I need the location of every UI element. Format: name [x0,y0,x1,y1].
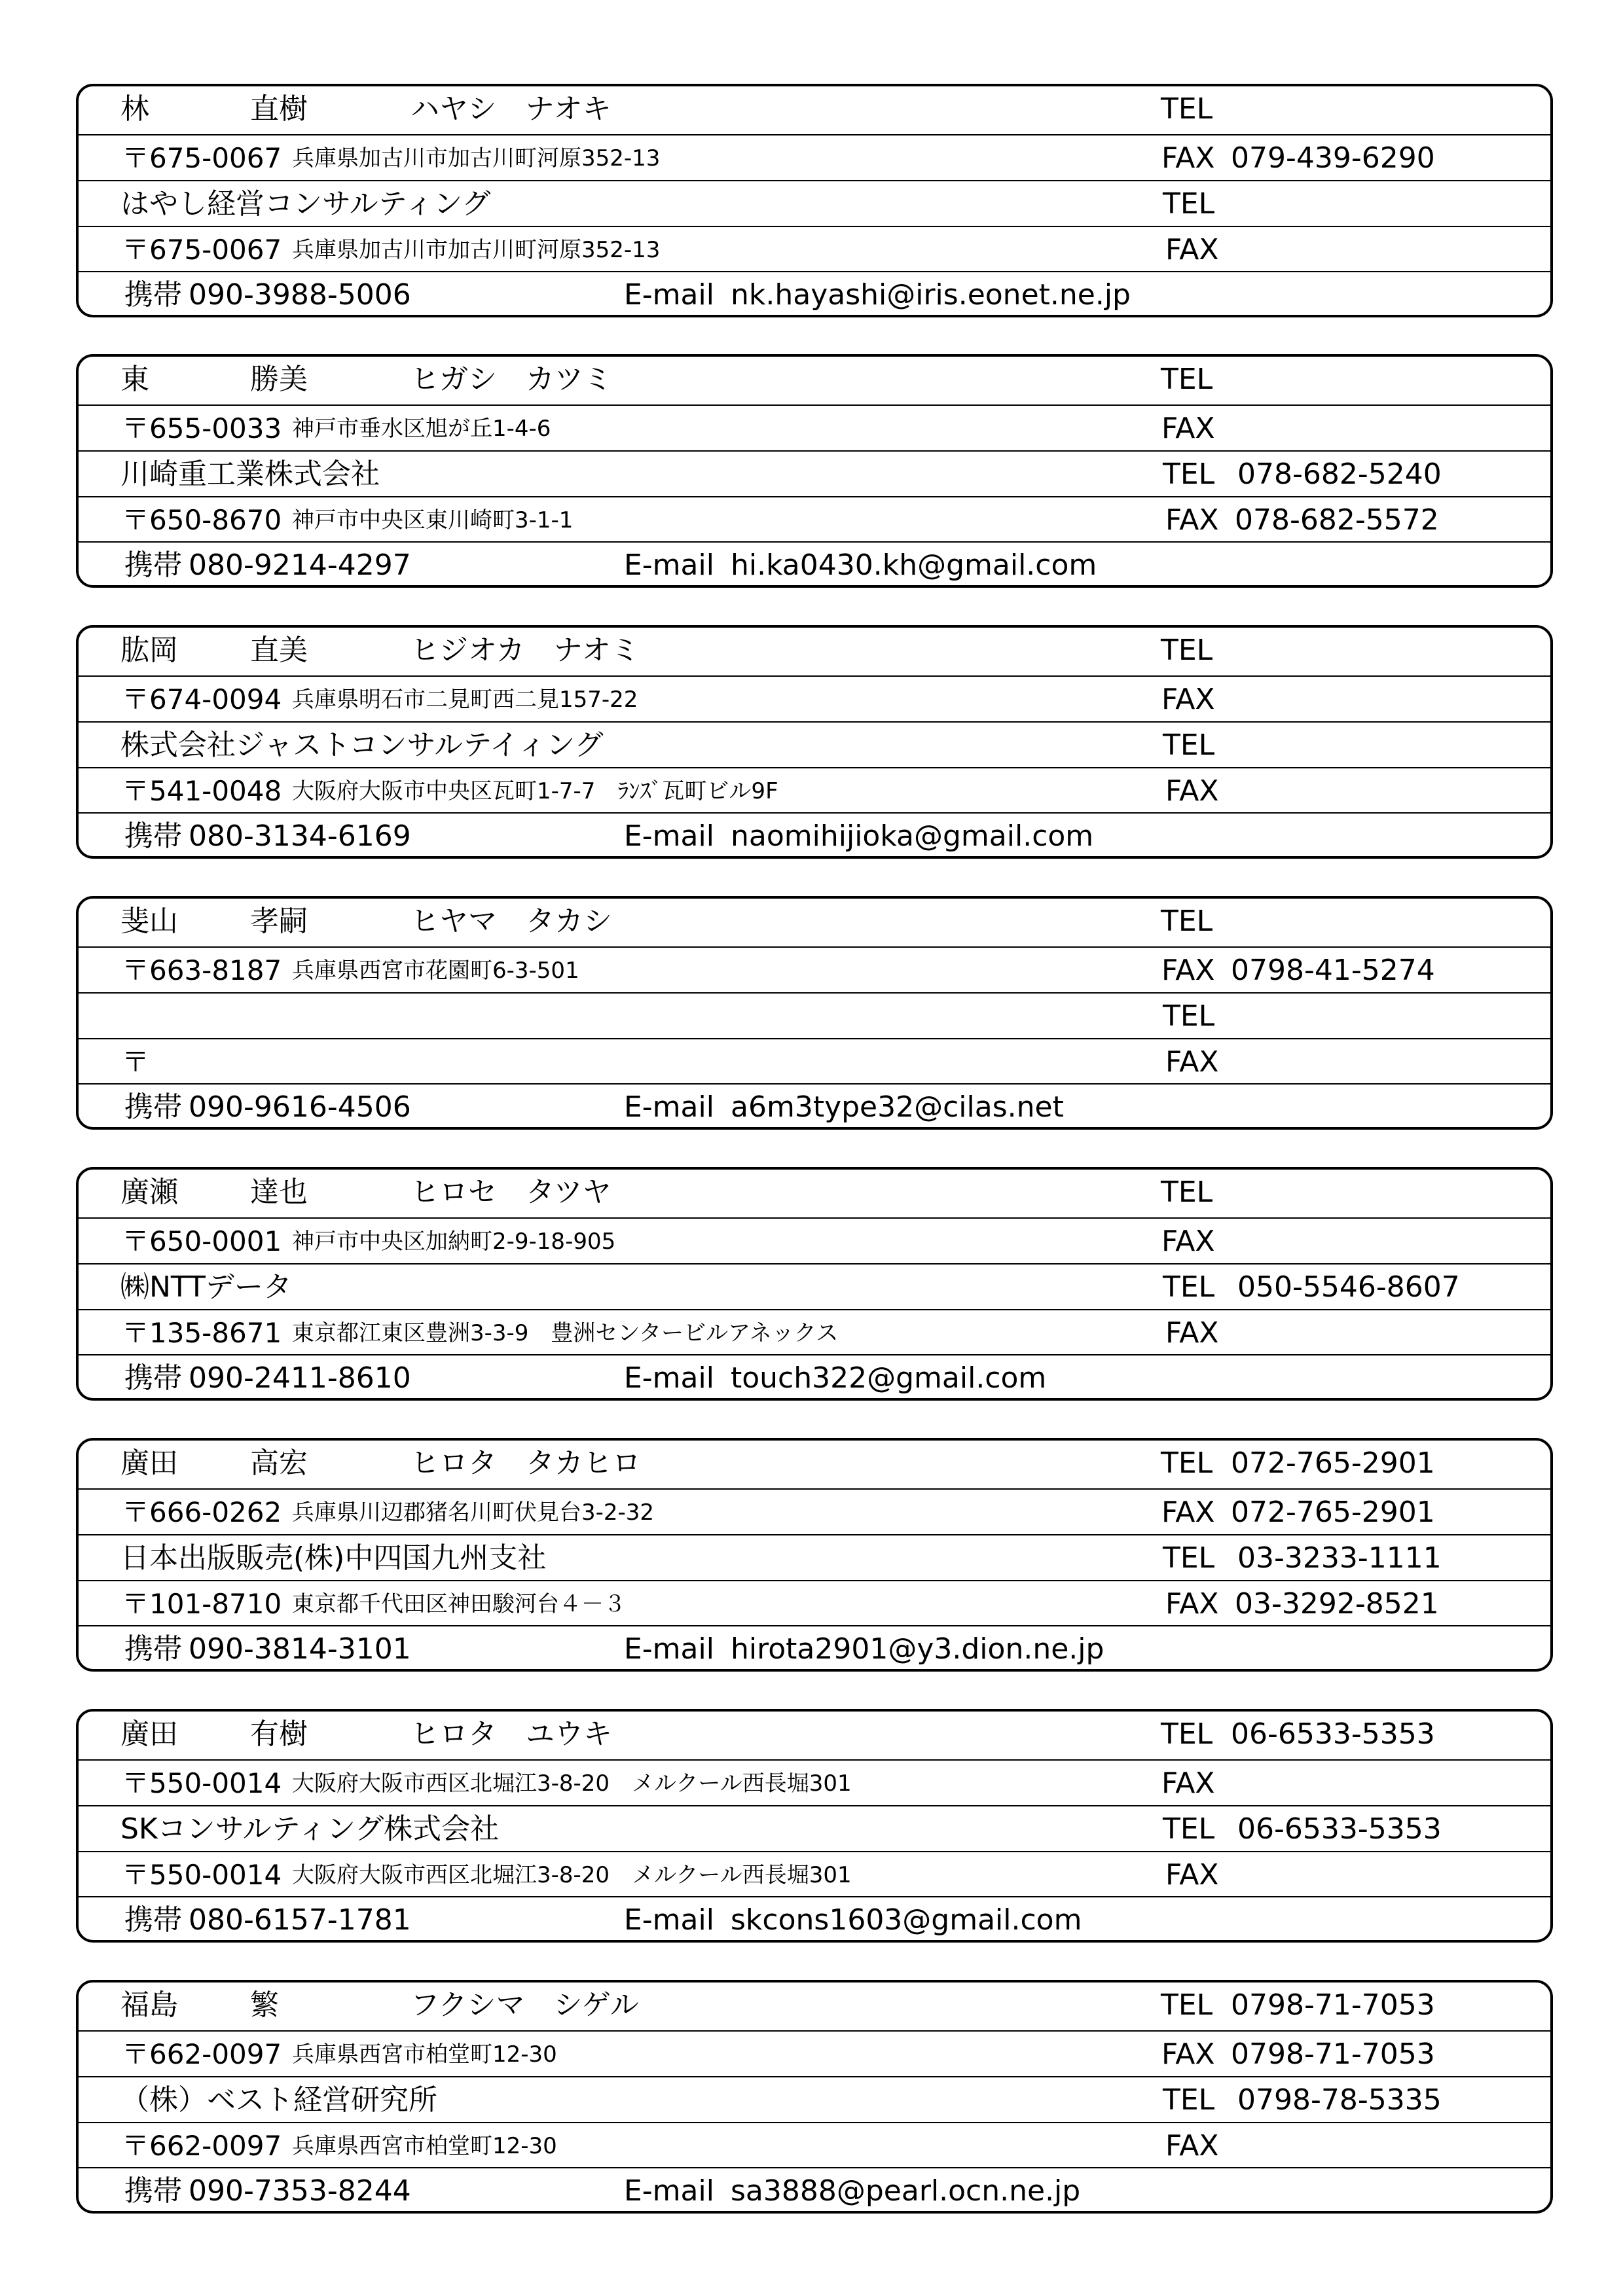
work-fax-value: 078-682-5572 [1235,503,1439,537]
company-row [79,1805,1550,1852]
contact-row [79,1625,1550,1672]
home-address: 神戸市垂水区旭が丘1-4-6 [292,416,551,442]
work-tel-label: TEL [1163,1812,1215,1846]
home-address-row [79,134,1550,181]
home-tel-label: TEL [1161,1717,1213,1751]
home-tel-label: TEL [1161,1175,1213,1209]
contact-card [76,625,1553,859]
work-fax-label: FAX [1165,1316,1219,1350]
work-address: 兵庫県加古川市加古川町河原352-13 [292,237,661,263]
work-fax-label: FAX [1165,1045,1219,1079]
name-kana: ヒロタ ユウキ [410,1717,612,1751]
home-address-row [79,1217,1550,1265]
given-name: 直美 [250,634,308,667]
home-address-row [79,1488,1550,1535]
company-row [79,2076,1550,2123]
home-address: 兵庫県明石市二見町西二見157-22 [292,687,638,713]
work-postal-code: 662-0097 [149,2130,282,2162]
email-address: a6m3type32@cilas.net [731,1090,1064,1124]
given-name: 繁 [250,1988,279,2022]
contact-row [79,271,1550,317]
work-address-row [79,1038,1550,1085]
given-name: 直樹 [250,92,308,126]
work-fax-label: FAX [1165,503,1219,537]
given-name: 高宏 [250,1446,308,1480]
home-address-row [79,1759,1550,1806]
name-row [79,1170,1550,1215]
postal-mark: 〒 [122,2130,150,2162]
surname: 廣田 [120,1717,178,1751]
work-address-row [79,1309,1550,1356]
work-address-row [79,2122,1550,2169]
home-postal-code: 550-0014 [149,1767,282,1799]
home-address: 兵庫県川辺郡猪名川町伏見台3-2-32 [292,1499,655,1526]
contact-card [76,1980,1553,2214]
work-fax-label: FAX [1165,2129,1219,2162]
surname: 林 [120,92,149,126]
surname: 福島 [120,1988,178,2022]
home-tel-label: TEL [1161,634,1213,667]
work-address: 大阪府大阪市西区北堀江3-8-20 メルクール西長堀301 [292,1862,852,1888]
contact-row [79,1896,1550,1943]
contact-row [79,1083,1550,1130]
work-tel-value: 078-682-5240 [1237,457,1442,491]
home-postal-code: 655-0033 [149,412,282,444]
postal-mark: 〒 [122,1588,150,1620]
email-address: touch322@gmail.com [731,1361,1047,1395]
home-tel-value: 0798-71-7053 [1231,1988,1435,2022]
home-fax-label: FAX [1161,141,1215,175]
work-tel-label: TEL [1163,187,1215,221]
name-kana: ヒロセ タツヤ [410,1175,611,1209]
surname: 廣田 [120,1446,178,1480]
name-kana: フクシマ シゲル [410,1988,639,2022]
email-address: nk.hayashi@iris.eonet.ne.jp [731,278,1131,312]
home-address: 兵庫県西宮市花園町6-3-501 [292,958,579,984]
home-postal-code: 650-0001 [149,1225,282,1257]
home-tel-label: TEL [1161,92,1213,126]
contact-row [79,1354,1550,1401]
home-address: 大阪府大阪市西区北堀江3-8-20 メルクール西長堀301 [292,1770,852,1797]
contact-card [76,1709,1553,1943]
home-fax-label: FAX [1161,412,1215,445]
work-postal-code: 650-8670 [149,504,282,536]
company-name: はやし経営コンサルティング [120,187,491,221]
postal-mark: 〒 [122,234,150,266]
company-name: SKコンサルティング株式会社 [120,1812,500,1846]
mobile-label: 携帯 [124,1090,182,1124]
name-row [79,357,1550,403]
company-name: 株式会社ジャストコンサルテイィング [120,728,604,762]
work-tel-label: TEL [1163,999,1215,1033]
contact-card [76,354,1553,588]
postal-mark: 〒 [122,1046,150,1078]
contact-card [76,84,1553,317]
email-address: naomihijioka@gmail.com [731,819,1094,853]
work-tel-label: TEL [1163,2083,1215,2117]
email-label: E-mail [624,2174,714,2208]
postal-mark: 〒 [122,412,150,444]
contact-card [76,1438,1553,1672]
home-address: 神戸市中央区加納町2-9-18-905 [292,1229,616,1255]
mobile-number: 080-9214-4297 [189,548,411,582]
name-kana: ヒガシ カツミ [410,363,612,396]
home-tel-label: TEL [1161,363,1213,396]
email-address: skcons1603@gmail.com [731,1903,1082,1937]
work-tel-value: 06-6533-5353 [1237,1812,1442,1846]
email-label: E-mail [624,1903,714,1937]
postal-mark: 〒 [122,2038,150,2070]
work-fax-label: FAX [1165,1587,1219,1621]
mobile-number: 090-7353-8244 [189,2174,411,2208]
mobile-label: 携帯 [124,2174,182,2208]
given-name: 孝嗣 [250,905,308,938]
company-row [79,721,1550,768]
work-address: 兵庫県西宮市柏堂町12-30 [292,2133,557,2159]
company-name: 川崎重工業株式会社 [120,457,380,491]
mobile-number: 090-2411-8610 [189,1361,411,1395]
work-postal-code: 135-8671 [149,1317,282,1349]
name-row [79,899,1550,944]
email-label: E-mail [624,1632,714,1666]
postal-mark: 〒 [122,1317,150,1349]
work-address: 大阪府大阪市中央区瓦町1-7-7 ﾗﾝｽﾞ瓦町ビル9F [292,778,778,804]
work-address: 神戸市中央区東川崎町3-1-1 [292,507,574,533]
home-tel-label: TEL [1161,1988,1213,2022]
home-postal-code: 662-0097 [149,2038,282,2070]
mobile-label: 携帯 [124,548,182,582]
home-tel-value: 072-765-2901 [1231,1446,1435,1480]
email-label: E-mail [624,819,714,853]
home-address-row [79,946,1550,994]
postal-mark: 〒 [122,1496,150,1528]
company-row [79,992,1550,1039]
work-postal-code: 101-8710 [149,1588,282,1620]
contact-card [76,1167,1553,1401]
surname: 斐山 [120,905,178,938]
company-name: ㈱NTTデータ [120,1270,292,1304]
work-address: 東京都千代田区神田駿河台４－３ [292,1591,626,1617]
work-fax-label: FAX [1165,774,1219,808]
home-address-row [79,675,1550,723]
mobile-number: 090-3988-5006 [189,278,411,312]
surname: 東 [120,363,149,396]
work-postal-code: 675-0067 [149,234,282,266]
company-row [79,180,1550,227]
home-address-row [79,404,1550,452]
given-name: 達也 [250,1175,308,1209]
name-kana: ハヤシ ナオキ [410,92,611,126]
given-name: 勝美 [250,363,308,396]
company-row [79,1263,1550,1310]
work-postal-code: 541-0048 [149,775,282,807]
mobile-label: 携帯 [124,819,182,853]
mobile-label: 携帯 [124,1632,182,1666]
postal-mark: 〒 [122,1767,150,1799]
name-kana: ヒロタ タカヒロ [410,1446,641,1480]
postal-mark: 〒 [122,954,150,986]
home-postal-code: 674-0094 [149,683,282,715]
home-postal-code: 666-0262 [149,1496,282,1528]
home-address-row [79,2030,1550,2077]
work-address: 東京都江東区豊洲3-3-9 豊洲センタービルアネックス [292,1320,839,1346]
contact-row [79,541,1550,588]
work-tel-label: TEL [1163,457,1215,491]
home-fax-value: 079-439-6290 [1231,141,1435,175]
postal-mark: 〒 [122,775,150,807]
mobile-number: 090-3814-3101 [189,1632,411,1666]
home-address: 兵庫県西宮市柏堂町12-30 [292,2041,557,2068]
surname: 肱岡 [120,634,178,667]
name-row [79,1712,1550,1757]
work-tel-label: TEL [1163,1270,1215,1304]
postal-mark: 〒 [122,504,150,536]
work-fax-value: 03-3292-8521 [1235,1587,1439,1621]
home-fax-value: 0798-71-7053 [1231,2037,1435,2071]
home-postal-code: 663-8187 [149,954,282,986]
name-row [79,86,1550,132]
postal-mark: 〒 [122,1225,150,1257]
work-address-row [79,1851,1550,1898]
surname: 廣瀬 [120,1175,178,1209]
home-tel-label: TEL [1161,1446,1213,1480]
work-address-row [79,226,1550,273]
name-row [79,1441,1550,1486]
email-address: hi.ka0430.kh@gmail.com [731,548,1097,582]
work-fax-label: FAX [1165,233,1219,266]
work-tel-label: TEL [1163,728,1215,762]
email-address: sa3888@pearl.ocn.ne.jp [731,2174,1081,2208]
postal-mark: 〒 [122,683,150,715]
mobile-number: 080-3134-6169 [189,819,411,853]
home-fax-label: FAX [1161,1496,1215,1529]
home-address: 兵庫県加古川市加古川町河原352-13 [292,145,661,171]
mobile-label: 携帯 [124,1361,182,1395]
home-fax-label: FAX [1161,683,1215,716]
postal-mark: 〒 [122,1859,150,1891]
company-name: 日本出版販売(株)中四国九州支社 [120,1541,547,1575]
mobile-label: 携帯 [124,278,182,312]
email-address: hirota2901@y3.dion.ne.jp [731,1632,1104,1666]
contact-card [76,896,1553,1130]
home-tel-value: 06-6533-5353 [1231,1717,1435,1751]
postal-mark: 〒 [122,142,150,174]
mobile-number: 090-9616-4506 [189,1090,411,1124]
contact-row [79,812,1550,859]
company-row [79,450,1550,497]
email-label: E-mail [624,1361,714,1395]
work-address-row [79,767,1550,814]
mobile-label: 携帯 [124,1903,182,1937]
contact-row [79,2167,1550,2214]
work-address-row [79,1580,1550,1627]
work-tel-value: 0798-78-5335 [1237,2083,1442,2117]
name-kana: ヒヤマ タカシ [410,905,612,938]
home-tel-label: TEL [1161,905,1213,938]
work-tel-value: 03-3233-1111 [1237,1541,1442,1575]
home-fax-label: FAX [1161,1225,1215,1258]
email-label: E-mail [624,548,714,582]
home-postal-code: 675-0067 [149,142,282,174]
home-fax-value: 072-765-2901 [1231,1496,1435,1529]
company-name: （株）ベスト経営研究所 [120,2083,437,2117]
work-postal-code: 550-0014 [149,1859,282,1891]
given-name: 有樹 [250,1717,308,1751]
home-fax-label: FAX [1161,1767,1215,1800]
mobile-number: 080-6157-1781 [189,1903,411,1937]
name-row [79,628,1550,673]
work-tel-label: TEL [1163,1541,1215,1575]
work-fax-label: FAX [1165,1858,1219,1892]
name-row [79,1982,1550,2028]
home-fax-value: 0798-41-5274 [1231,954,1435,987]
work-tel-value: 050-5546-8607 [1237,1270,1460,1304]
email-label: E-mail [624,1090,714,1124]
email-label: E-mail [624,278,714,312]
company-row [79,1534,1550,1581]
home-fax-label: FAX [1161,2037,1215,2071]
work-address-row [79,496,1550,543]
home-fax-label: FAX [1161,954,1215,987]
name-kana: ヒジオカ ナオミ [410,634,640,667]
